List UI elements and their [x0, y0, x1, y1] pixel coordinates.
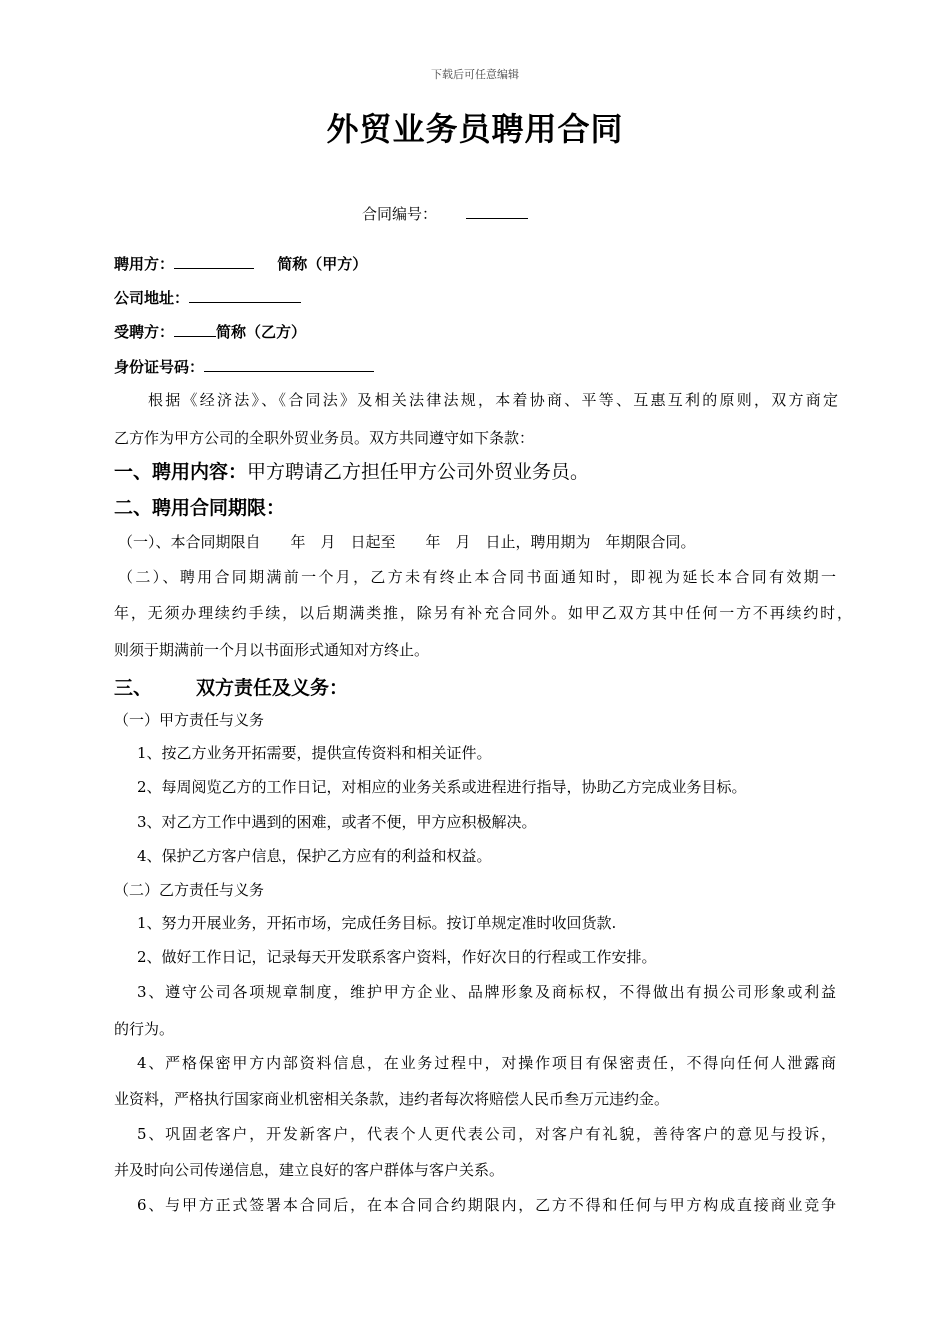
id-blank — [204, 355, 374, 372]
address-label: 公司地址： — [114, 289, 190, 307]
section-2-item-2-line-1: （二）、聘用合同期满前一个月，乙方未有终止本合同书面通知时，即视为延长本合同有效期一 — [118, 568, 836, 586]
party-b-item-5-line-1: 5、巩固老客户，开发新客户，代表个人更代表公司，对客户有礼貌，善待客户的意见与投诉， — [137, 1125, 836, 1143]
employee-blank — [174, 320, 216, 337]
party-b-item-6-line-1: 6、与甲方正式签署本合同后，在本合同合约期限内，乙方不得和任何与甲方构成直接商业竞争 — [137, 1196, 836, 1214]
party-a-heading: （一）甲方责任与义务 — [114, 711, 265, 729]
employee-label: 受聘方： — [114, 323, 175, 341]
section-2-heading: 二、聘用合同期限： — [114, 497, 286, 519]
party-b-item-4-line-2: 业资料，严格执行国家商业机密相关条款，违约者每次将赔偿人民币叁万元违约金。 — [114, 1090, 670, 1108]
party-a-item: 3、对乙方工作中遇到的困难，或者不便，甲方应积极解决。 — [137, 813, 537, 831]
employee-row — [114, 320, 306, 342]
party-b-heading: （二）乙方责任与义务 — [114, 881, 265, 899]
employer-label: 聘用方： — [114, 255, 175, 273]
party-b-item-5-line-2: 并及时向公司传递信息，建立良好的客户群体与客户关系。 — [114, 1161, 505, 1179]
section-2-item-1: （一）、本合同期限自 年 月 日起至 年 月 日止，聘用期为 年期限合同。 — [118, 533, 696, 551]
party-b-item-2: 2、做好工作日记，记录每天开发联系客户资料，作好次日的行程或工作安排。 — [137, 948, 657, 966]
section-3-title: 双方责任及义务： — [196, 677, 349, 699]
section-2-item-2-line-3: 则须于期满前一个月以书面形式通知对方终止。 — [114, 641, 430, 659]
section-2-item-2-line-2: 年，无须办理续约手续，以后期满类推，除另有补充合同外。如甲乙双方其中任何一方不再续约时， — [114, 604, 852, 622]
contract-number-blank — [466, 202, 528, 219]
section-1-text: 甲方聘请乙方担任甲方公司外贸业务员。 — [247, 461, 590, 483]
section-3-number: 三、 — [114, 677, 153, 699]
page-title: 外贸业务员聘用合同 — [326, 110, 624, 148]
intro-line-1: 根据《经济法》、《合同法》及相关法律法规，本着协商、平等、互惠互利的原则，双方商定 — [148, 391, 838, 409]
header-note: 下载后可任意编辑 — [431, 68, 519, 81]
id-label: 身份证号码： — [114, 358, 205, 376]
party-a-item: 1、按乙方业务开拓需要，提供宣传资料和相关证件。 — [137, 744, 492, 762]
section-3-heading — [114, 673, 348, 700]
intro-line-2: 乙方作为甲方公司的全职外贸业务员。双方共同遵守如下条款： — [114, 429, 535, 447]
employee-abbr: 简称（乙方） — [216, 323, 307, 341]
address-row — [114, 286, 301, 308]
contract-number-row — [362, 202, 528, 224]
party-a-item: 2、每周阅览乙方的工作日记，对相应的业务关系或进程进行指导，协助乙方完成业务目标。 — [137, 778, 747, 796]
party-b-item-3-line-1: 3、遵守公司各项规章制度，维护甲方企业、品牌形象及商标权，不得做出有损公司形象或利益 — [137, 983, 836, 1001]
party-b-item-4-line-1: 4、严格保密甲方内部资料信息，在业务过程中，对操作项目有保密责任，不得向任何人泄露商 — [137, 1054, 836, 1072]
party-a-item: 4、保护乙方客户信息，保护乙方应有的利益和权益。 — [137, 847, 492, 865]
employer-abbr: 简称（甲方） — [277, 255, 368, 273]
section-1-heading: 一、聘用内容： — [114, 461, 248, 483]
address-blank — [189, 286, 301, 303]
section-1 — [114, 457, 589, 484]
employer-blank — [174, 252, 254, 269]
employer-row — [114, 252, 367, 274]
contract-number-label: 合同编号： — [362, 205, 438, 223]
party-b-item-1: 1、努力开展业务，开拓市场，完成任务目标。按订单规定准时收回货款. — [137, 914, 617, 932]
party-b-item-3-line-2: 的行为。 — [114, 1020, 175, 1038]
id-row — [114, 355, 374, 377]
